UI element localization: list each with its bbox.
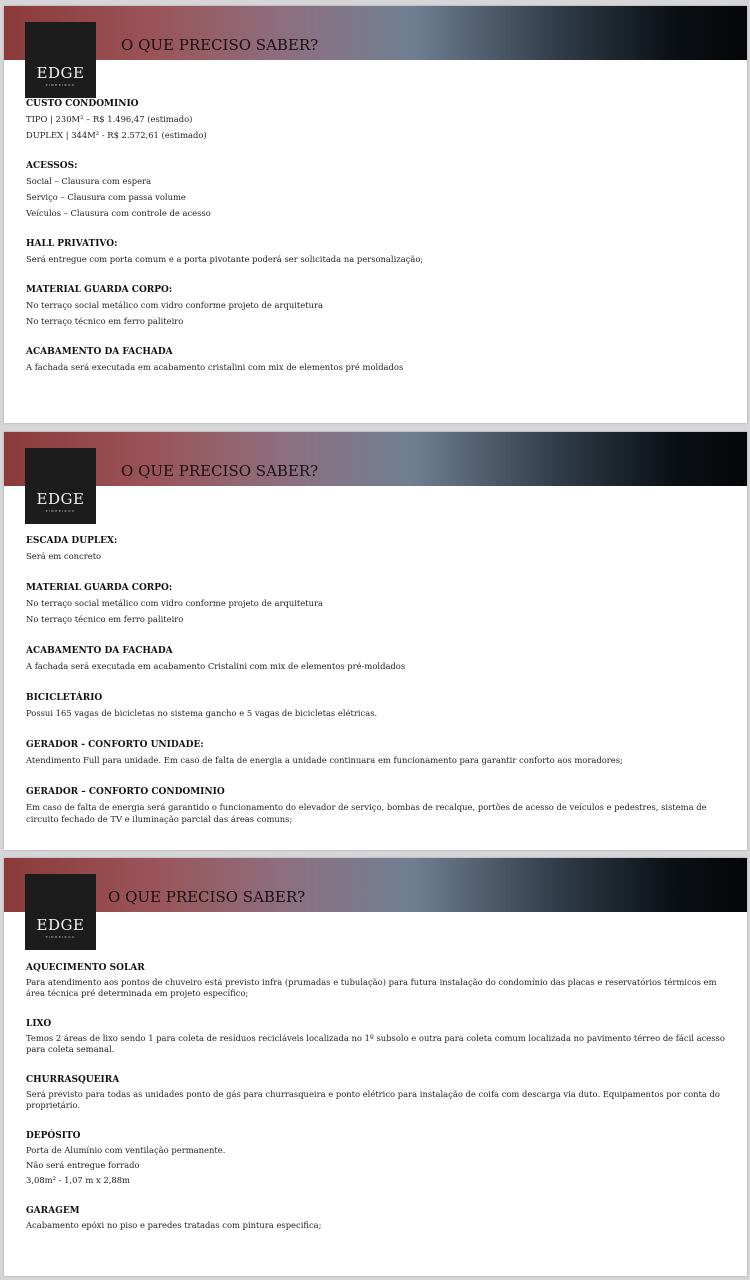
logo-wordmark: EDGE (36, 64, 85, 82)
slide-title: O QUE PRECISO SABER? (108, 888, 306, 906)
section-line: 3,08m² - 1,07 m x 2,88m (26, 1175, 130, 1185)
slide-3 (4, 858, 747, 1276)
section-line: Possui 165 vagas de bicicletas no sistema gancho e 5 vagas de bicicletas elétricas. (26, 708, 378, 718)
header-banner (4, 432, 747, 486)
edge-logo (25, 22, 96, 98)
section-heading: CUSTO CONDOMINIO (26, 99, 139, 109)
section-line: Será entregue com porta comum e a porta pivotante poderá ser solicitada na personalização; (26, 254, 424, 264)
section-line: Social – Clausura com espera (26, 176, 152, 186)
edge-logo (25, 874, 96, 950)
logo-subtext: PINHEIROS (45, 935, 76, 939)
section-line: Veículos – Clausura com controle de acesso (26, 208, 211, 218)
section-line: No terraço técnico em ferro paliteiro (26, 316, 184, 326)
section-line: TIPO | 230M² – R$ 1.496,47 (estimado) (26, 114, 193, 124)
section-line: No terraço técnico em ferro paliteiro (26, 614, 184, 624)
section-heading: ACABAMENTO DA FACHADA (26, 646, 173, 656)
section-line: Em caso de falta de energia será garantido o funcionamento do elevador de serviço, bombas de recalque, portões de acesso de veículos e pedestres, sistema de circuito fechado de TV e iluminação parcial das áreas comuns; (26, 802, 707, 824)
section-line: DUPLEX | 344M² - R$ 2.572,61 (estimado) (26, 130, 207, 140)
section-line: No terraço social metálico com vidro conforme projeto de arquitetura (26, 300, 323, 310)
section-lixo (26, 1018, 737, 1055)
section-line: Não será entregue forrado (26, 1160, 140, 1170)
section-line: Para atendimento aos pontos de chuveiro está previsto infra (prumadas e tubulação) para futura instalação do condomínio das placas e reservatórios térmicos em área técnica pré determinada em projeto específico; (26, 977, 717, 998)
section-churrasqueira (26, 1074, 737, 1111)
section-gerador-unidade (26, 739, 737, 766)
section-acabamento-fachada (26, 346, 737, 373)
section-custo-condominio (26, 98, 737, 141)
section-heading: CHURRASQUEIRA (26, 1075, 120, 1085)
section-line: Acabamento epóxi no piso e paredes tratadas com pintura especifica; (26, 1220, 322, 1230)
section-heading: LIXO (26, 1019, 52, 1029)
slide-title: O QUE PRECISO SABER? (121, 462, 319, 480)
section-line: No terraço social metálico com vidro conforme projeto de arquitetura (26, 598, 323, 608)
slide-content (26, 535, 737, 845)
section-line: Serviço – Clausura com passa volume (26, 192, 186, 202)
section-heading: GERADOR - CONFORTO UNIDADE: (26, 740, 204, 750)
section-heading: DEPÓSITO (26, 1131, 81, 1141)
section-heading: ACABAMENTO DA FACHADA (26, 347, 173, 357)
section-line: A fachada será executada em acabamento Cristalini com mix de elementos pré-moldados (26, 661, 406, 671)
section-garagem (26, 1205, 737, 1231)
slide-content (26, 98, 737, 392)
section-line: Porta de Alumínio com ventilação permanente. (26, 1145, 226, 1155)
section-material-guarda-corpo (26, 284, 737, 327)
section-material-guarda-corpo (26, 582, 737, 625)
section-heading: HALL PRIVATIVO: (26, 239, 118, 249)
logo-wordmark: EDGE (36, 490, 85, 508)
section-escada-duplex (26, 535, 737, 562)
section-acessos (26, 160, 737, 219)
section-hall-privativo (26, 238, 737, 265)
logo-wordmark: EDGE (36, 916, 85, 934)
section-heading: BICICLETÁRIO (26, 693, 103, 703)
section-heading: ESCADA DUPLEX: (26, 536, 118, 546)
slide-content (26, 962, 737, 1250)
section-heading: AQUECIMENTO SOLAR (26, 963, 145, 973)
header-banner (4, 6, 747, 60)
section-bicicletario (26, 692, 737, 719)
section-acabamento-fachada (26, 645, 737, 672)
section-gerador-condominio (26, 786, 737, 825)
slide-2 (4, 432, 747, 850)
section-line: A fachada será executada em acabamento cristalini com mix de elementos pré moldados (26, 362, 404, 372)
section-line: Temos 2 áreas de lixo sendo 1 para coleta de resíduos recicláveis localizada no 1º subsolo e outra para coleta comum localizada no pavimento térreo de fácil acesso para coleta semanal. (26, 1033, 725, 1054)
section-deposito (26, 1130, 737, 1186)
section-heading: GERADOR – CONFORTO CONDOMINIO (26, 787, 225, 797)
section-aquecimento-solar (26, 962, 737, 999)
section-heading: MATERIAL GUARDA CORPO: (26, 285, 173, 295)
section-heading: MATERIAL GUARDA CORPO: (26, 583, 173, 593)
section-line: Atendimento Full para unidade. Em caso de falta de energia a unidade continuara em funcionamento para garantir conforto aos moradores; (26, 755, 623, 765)
section-line: Será previsto para todas as unidades ponto de gás para churrasqueira e ponto elétrico para instalação de coifa com descarga via duto. Equipamentos por conta do proprietário. (26, 1089, 720, 1110)
slide-title: O QUE PRECISO SABER? (121, 36, 319, 54)
edge-logo (25, 448, 96, 524)
section-line: Será em concreto (26, 551, 102, 561)
slide-1 (4, 6, 747, 423)
logo-subtext: PINHEIROS (45, 83, 76, 87)
logo-subtext: PINHEIROS (45, 509, 76, 513)
section-heading: GARAGEM (26, 1206, 80, 1216)
section-heading: ACESSOS: (26, 161, 78, 171)
